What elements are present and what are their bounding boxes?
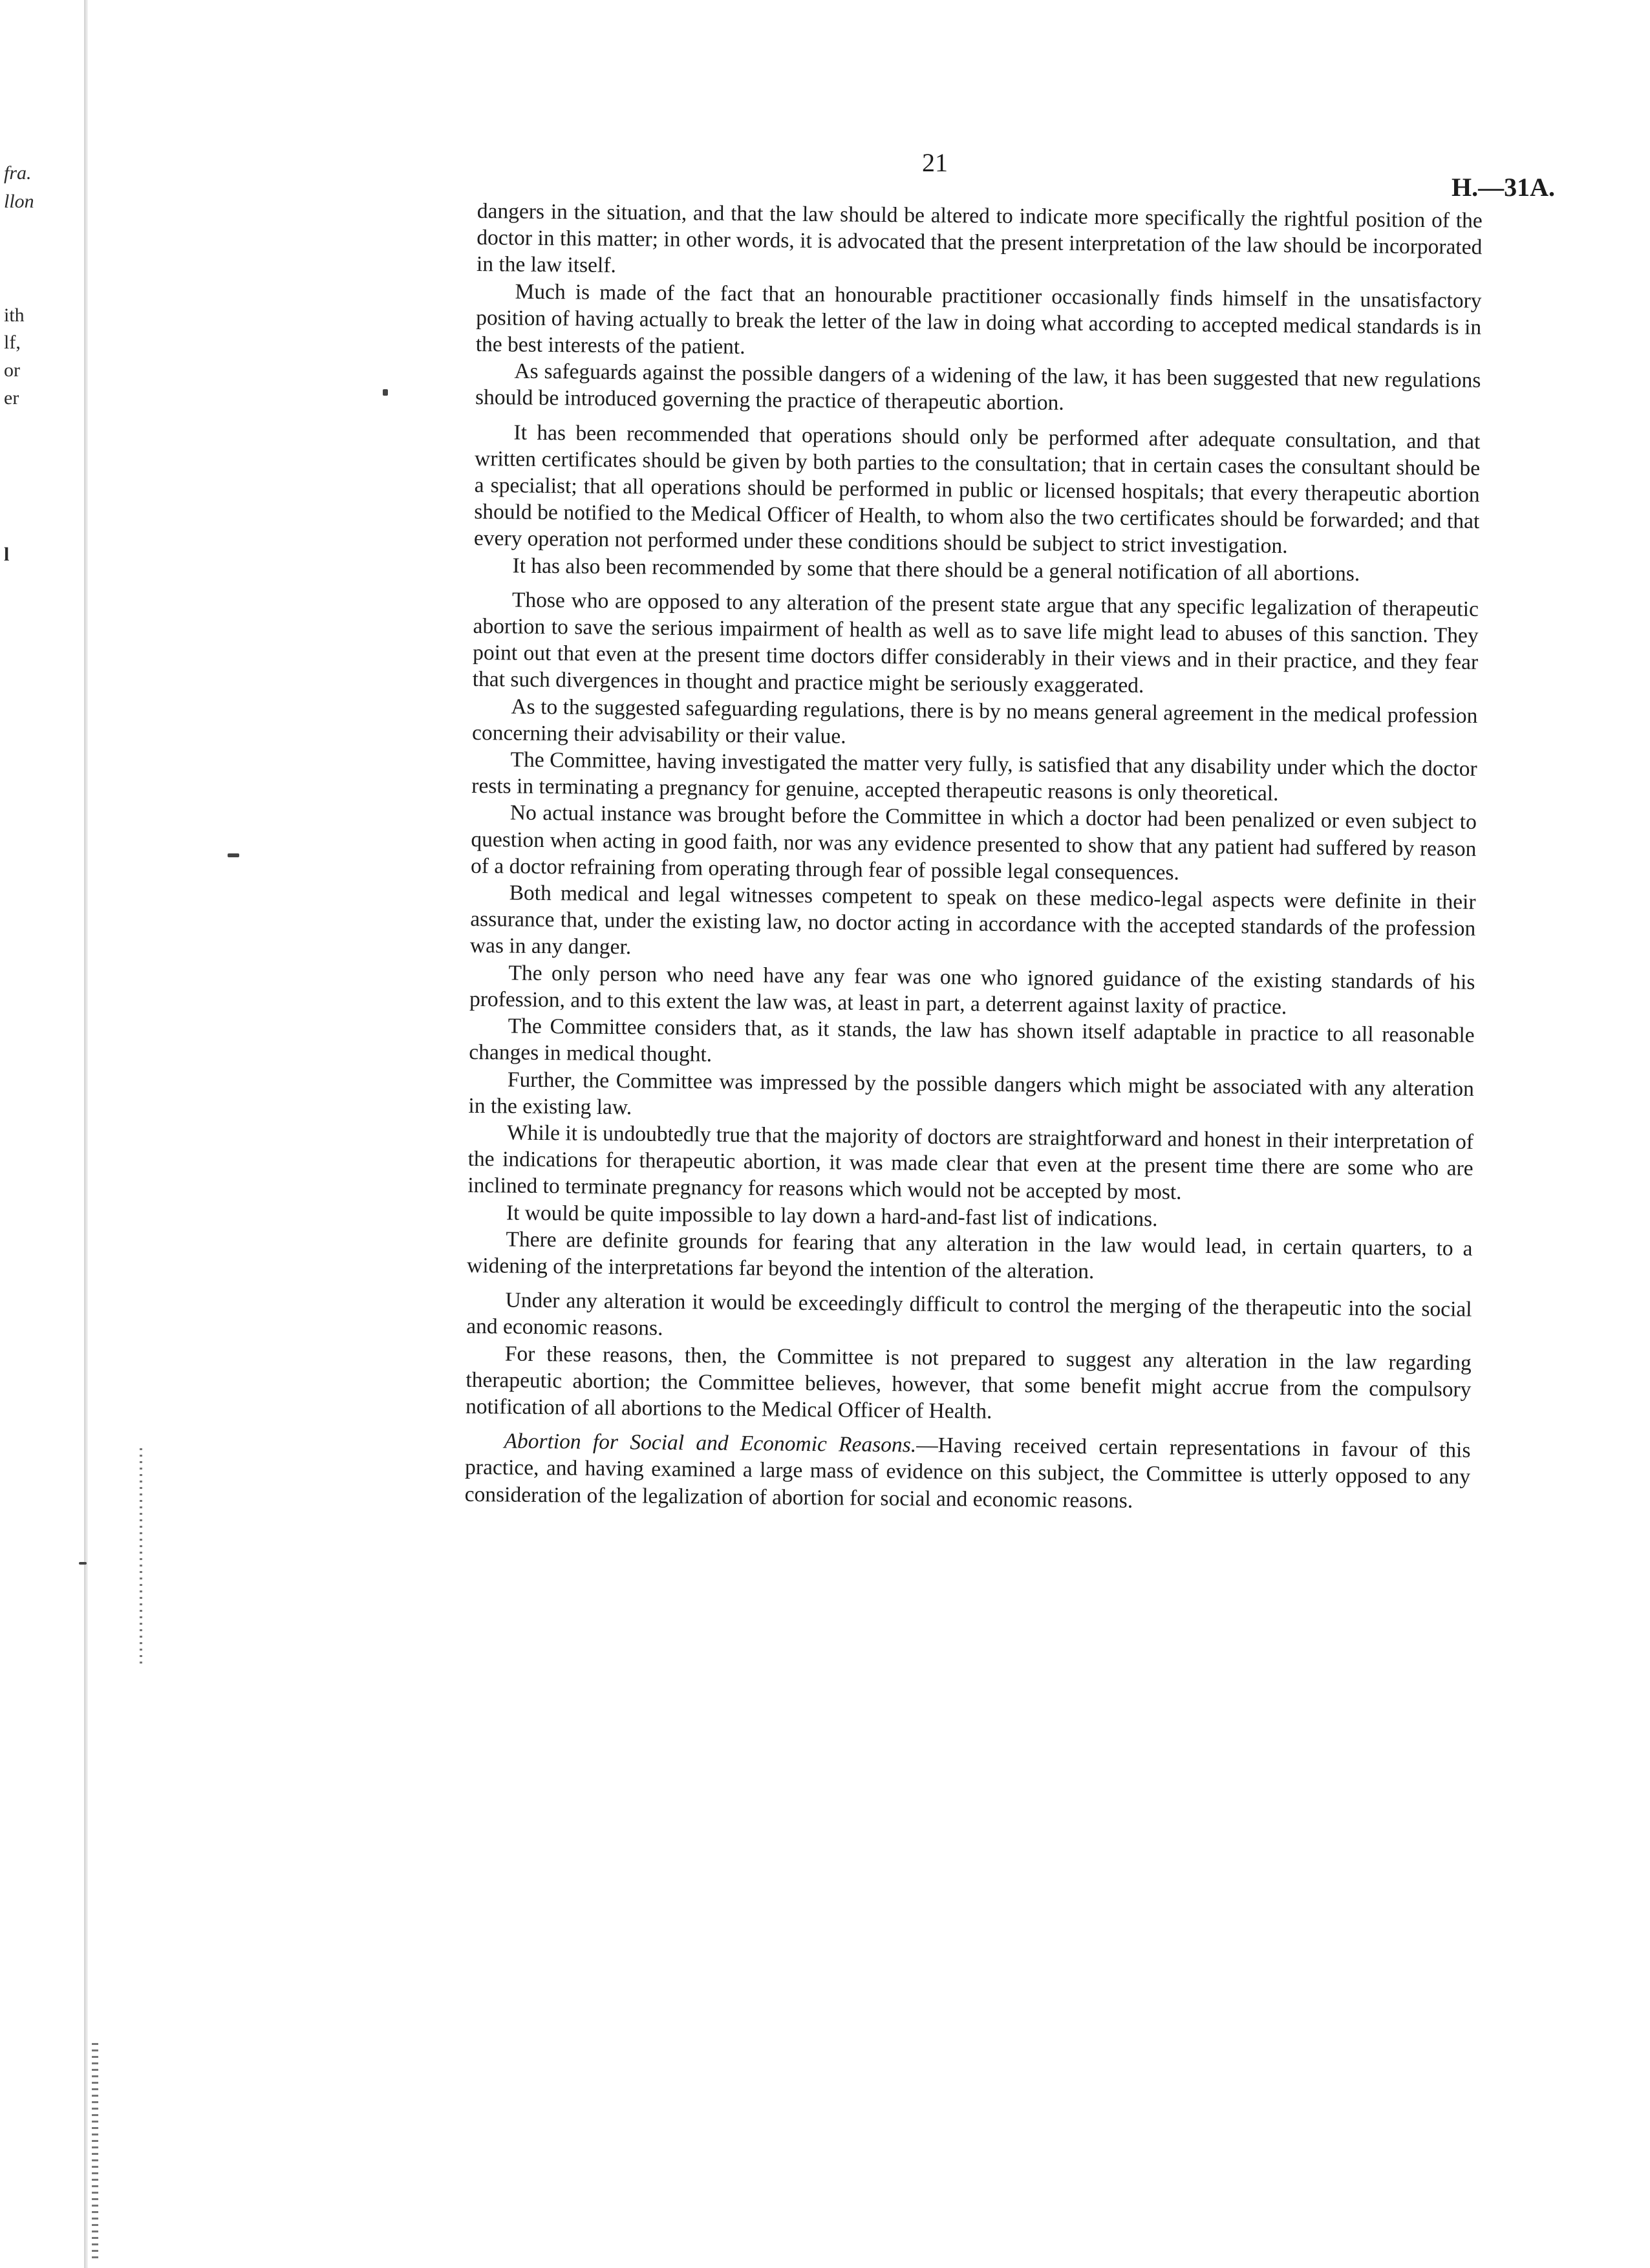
prev-fragment-line: er xyxy=(4,387,19,409)
prev-fragment-line: ith xyxy=(4,305,25,326)
paragraph: The Committee, having investigated the matter very fully, is satisfied that any disability under which the doctor rests in terminating a pregnancy for genuine, accepted therapeutic reasons is only theoretical. xyxy=(471,747,1477,806)
paragraph: Further, the Committee was impressed by the possible dangers which might be associated with any alteration in the existing law. xyxy=(468,1067,1475,1120)
scan-speck xyxy=(383,389,388,396)
paragraph: There are definite grounds for fearing that any alteration in the law would lead, in certain quarters, to a widening of the interpretations far beyond the intention of the alteration. xyxy=(466,1227,1473,1284)
prev-fragment-line: or xyxy=(4,359,20,381)
paragraph: Much is made of the fact that an honourable practitioner occasionally finds himself in the unsatisfactory position of having actually to break the letter of the law in doing what according to accepted medical standards is in the best interests of the patient. xyxy=(475,279,1482,359)
paragraph: It has been recommended that operations should only be performed after adequate consultation, and that written certificates should be given by both parties to the consultation; that in certain cases the consultant should be a specialist; that all operations should be performed in public or licensed hospitals; that every therapeutic abortion should be notified to the Medical Officer of Health, to whom also the two certificates should be forwarded; and that every operation not performed under these conditions should be subject to strict investigation. xyxy=(473,420,1481,559)
paragraph: Both medical and legal witnesses competent to speak on these medico-legal aspects were definite in their assurance that, under the existing law, no doctor acting in accordance with the accepted standards of the profession was in any danger. xyxy=(469,881,1476,959)
section-heading: Abortion for Social and Economic Reasons. xyxy=(504,1429,917,1457)
paragraph: The only person who need have any fear was one who ignored guidance of the existing standards of his profession, and to this extent the law was, at least in part, a deterrent against laxity of practice. xyxy=(469,961,1475,1019)
paragraph: While it is undoubtedly true that the majority of doctors are straightforward and honest in their interpretation of the indications for therapeutic abortion, it was made clear that even at the present time there are some who are inclined to terminate pregnancy for reasons which would not be accepted by most. xyxy=(467,1120,1474,1204)
paragraph: Those who are opposed to any alteration of the present state argue that any specific legalization of therapeutic abortion to save the serious impairment of health as well as to save life might lead to abuses of this sanction. They point out that even at the present time doctors differ considerably in their views and in their practice, and they fear that such divergences in thought and practice might be seriously exaggerated. xyxy=(472,588,1479,698)
previous-page-fragment xyxy=(0,0,58,2268)
prev-fragment-line: l xyxy=(4,544,10,565)
paragraph: The Committee considers that, as it stands, the law has shown itself adaptable in practice to all reasonable changes in medical thought. xyxy=(469,1014,1475,1067)
scan-speck xyxy=(228,853,239,857)
paragraph: As to the suggested safeguarding regulations, there is by no means general agreement in the medical profession concerning their advisability or their value. xyxy=(471,694,1478,749)
prev-fragment-line: lf, xyxy=(4,332,21,353)
prev-fragment-line: fra. xyxy=(4,162,32,184)
paragraph: dangers in the situation, and that the law should be altered to indicate more specifically the rightful position of the doctor in this matter; in other words, it is advocated that the present interpretation of the law should be incorporated in the law itself. xyxy=(476,198,1483,278)
paragraph: Under any alteration it would be exceedingly difficult to control the merging of the therapeutic into the social and economic reasons. xyxy=(466,1288,1472,1341)
paragraph: As safeguards against the possible dangers of a widening of the law, it has been suggested that new regulations should be introduced governing the practice of therapeutic abortion. xyxy=(475,359,1481,416)
section-text: —Having received certain representations in favour of this practice, and having examined a large mass of evidence on this subject, the Committee is utterly opposed to any consideration of the legalization of abortion for social and economic reasons. xyxy=(464,1433,1471,1513)
paragraph: For these reasons, then, the Committee is not prepared to suggest any alteration in the law regarding therapeutic abortion; the Committee believes, however, that some benefit might accrue from the compulsory notification of all abortions to the Medical Officer of Health. xyxy=(465,1342,1472,1424)
prev-fragment-line: llon xyxy=(4,191,34,212)
report-body xyxy=(465,198,1483,1517)
scan-artifact xyxy=(92,2043,98,2263)
paragraph: It has also been recommended by some that there should be a general notification of all abortions. xyxy=(512,553,1360,586)
paragraph: It would be quite impossible to lay down a hard-and-fast list of indications. xyxy=(506,1201,1158,1231)
section-paragraph xyxy=(465,1428,1471,1517)
binding-edge xyxy=(84,0,88,2268)
scan-speck xyxy=(79,1562,87,1565)
scan-artifact xyxy=(140,1448,142,1668)
document-reference: H.—31A. xyxy=(1452,173,1555,202)
page-number: 21 xyxy=(922,148,948,177)
paragraph: No actual instance was brought before the Committee in which a doctor had been penalized or even subject to question when acting in good faith, nor was any evidence presented to show that any patient had suffered by reason of a doctor refraining from operating through fear of possible legal consequences. xyxy=(470,801,1477,885)
